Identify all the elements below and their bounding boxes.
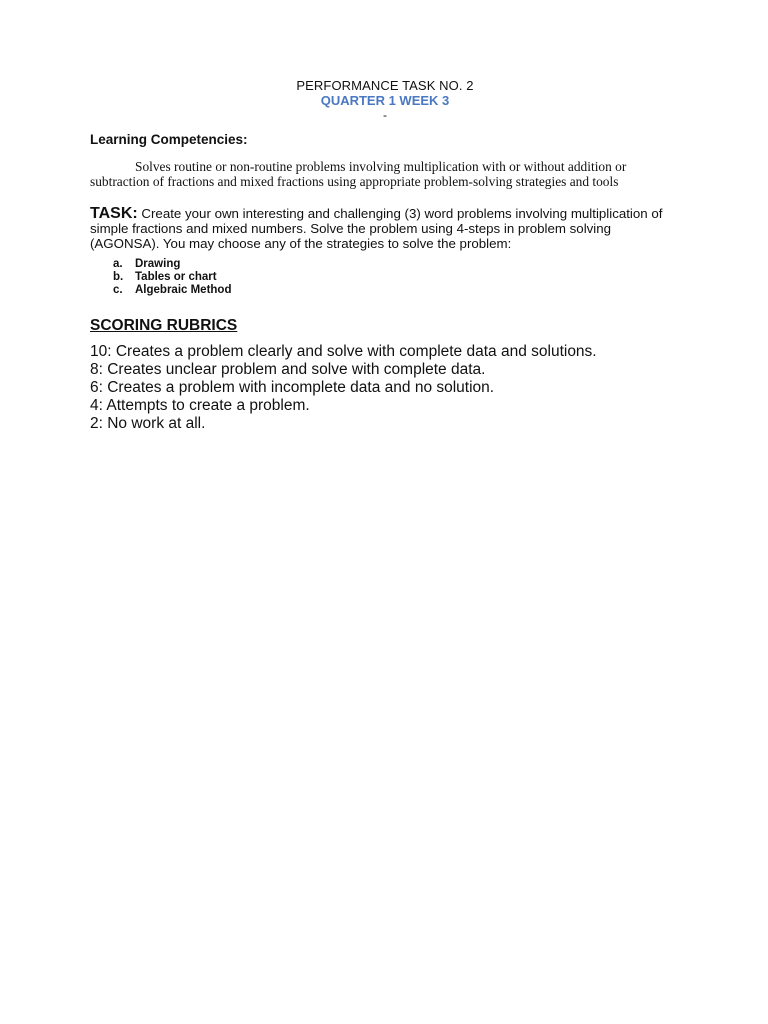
strategy-marker: c. [113,284,123,296]
strategy-item [113,271,680,284]
strategy-item [113,284,680,297]
competencies-heading: Learning Competencies: [90,132,248,147]
task-paragraph [90,206,680,251]
strategy-text: Algebraic Method [135,284,232,296]
separator-dash: - [383,108,387,122]
document-subtitle: QUARTER 1 WEEK 3 [320,93,450,108]
strategy-list [90,258,680,297]
strategy-marker: b. [113,271,124,283]
strategy-text: Tables or chart [135,271,217,283]
strategy-item [113,258,680,271]
rubric-list [90,343,680,433]
task-body: Create your own interesting and challenging (3) word problems involving multiplication of simple fractions and mixed numbers. Solve the problem using 4-steps in problem solving (AGONSA). You may choose any of the strategies to solve the problem: [90,206,663,251]
rubric-item: 8: Creates unclear problem and solve with complete data. [90,361,486,378]
document-page [90,78,680,433]
document-title: PERFORMANCE TASK NO. 2 [296,78,474,93]
task-label: TASK: [90,205,138,222]
competencies-body: Solves routine or non-routine problems involving multiplication with or without addition or subtraction of fractions and mixed fractions using appropriate problem-solving strategies and tools [90,159,627,189]
strategy-marker: a. [113,258,123,270]
rubric-item: 2: No work at all. [90,415,206,432]
rubric-heading: SCORING RUBRICS [90,317,238,334]
strategy-text: Drawing [135,258,181,270]
rubric-item: 4: Attempts to create a problem. [90,397,310,414]
rubric-item: 6: Creates a problem with incomplete data and no solution. [90,379,495,396]
rubric-item: 10: Creates a problem clearly and solve with complete data and solutions. [90,343,597,360]
